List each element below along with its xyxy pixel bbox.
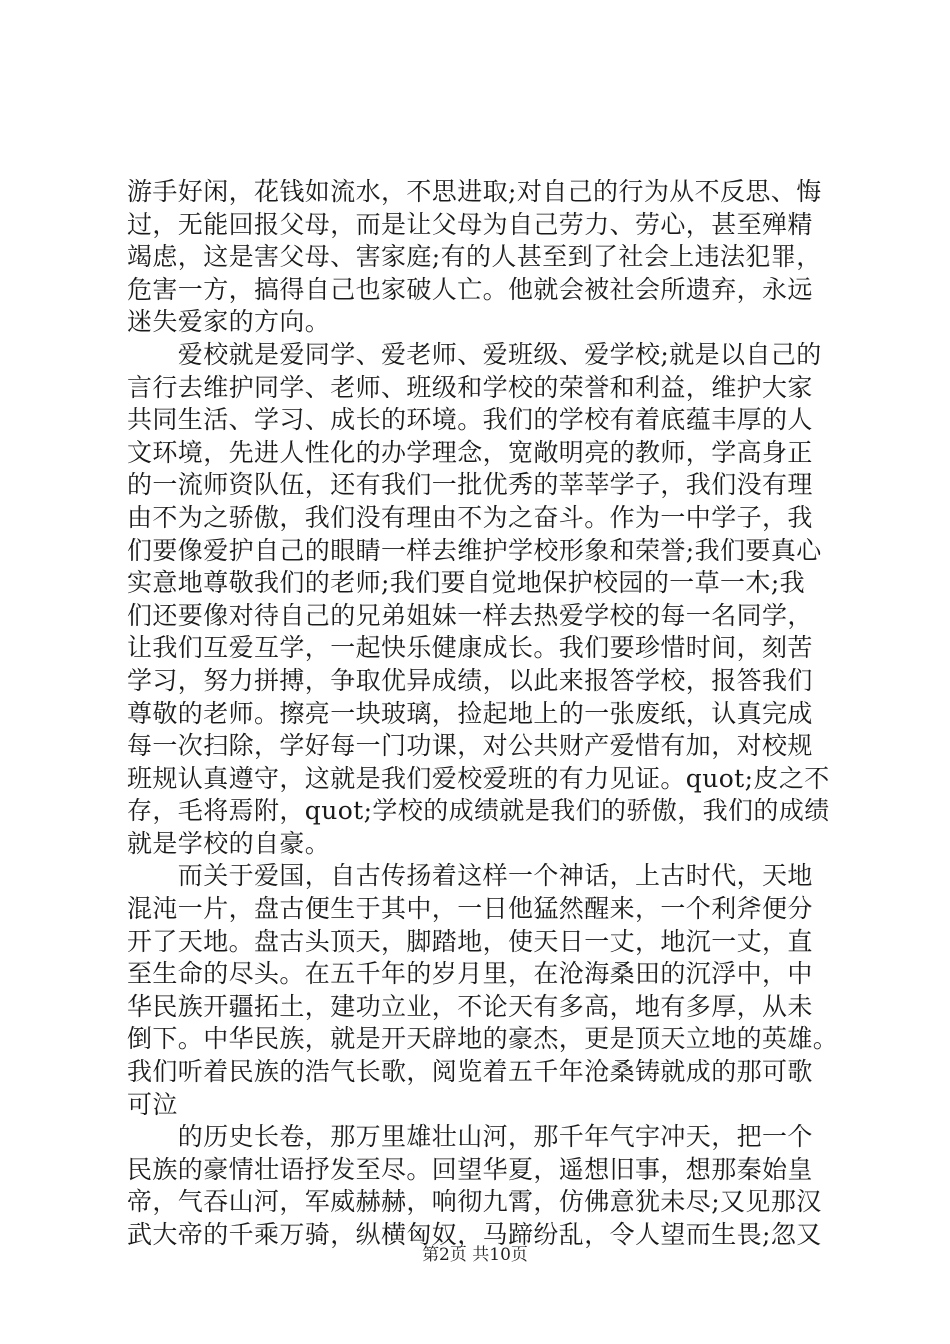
body-text [127, 176, 847, 1252]
text-line: 帝，气吞山河，军威赫赫，响彻九霄，仿佛意犹未尽;又见那汉 [127, 1187, 822, 1217]
text-line: 班规认真遵守，这就是我们爱校爱班的有力见证。quot;皮之不 [127, 763, 830, 793]
text-line: 尊敬的老师。擦亮一块玻璃，捡起地上的一张废纸，认真完成 [127, 698, 813, 728]
page-number-footer: 第2页 共10页 [422, 1245, 528, 1265]
text-line: 共同生活、学习、成长的环境。我们的学校有着底蕴丰厚的人 [127, 405, 813, 435]
text-line: 危害一方，搞得自己也家破人亡。他就会被社会所遗弃，永远 [127, 274, 813, 304]
text-line: 每一次扫除，学好每一门功课，对公共财产爱惜有加，对校规 [127, 731, 813, 761]
text-line: 文环境，先进人性化的办学理念，宽敞明亮的教师，学高身正 [127, 437, 813, 467]
text-line: 武大帝的千乘万骑，纵横匈奴，马蹄纷乱，令人望而生畏;忽又 [127, 1220, 822, 1249]
text-line: 过，无能回报父母，而是让父母为自己劳力、劳心，甚至殚精 [127, 209, 813, 239]
text-line: 由不为之骄傲，我们没有理由不为之奋斗。作为一中学子，我 [127, 502, 813, 532]
text-line: 的历史长卷，那万里雄壮山河，那千年气宇冲天，把一个 [127, 1122, 813, 1152]
text-line: 们要像爱护自己的眼睛一样去维护学校形象和荣誉;我们要真心 [127, 535, 822, 565]
text-line: 让我们互爱互学，一起快乐健康成长。我们要珍惜时间，刻苦 [127, 633, 813, 663]
text-line: 爱校就是爱同学、爱老师、爱班级、爱学校;就是以自己的 [127, 339, 822, 369]
text-line: 们还要像对待自己的兄弟姐妹一样去热爱学校的每一名同学， [127, 600, 813, 630]
text-line: 存，毛将焉附，quot;学校的成绩就是我们的骄傲，我们的成绩 [127, 796, 830, 826]
text-line: 就是学校的自豪。 [127, 828, 331, 858]
text-line: 可泣 [127, 1089, 178, 1119]
text-line: 民族的豪情壮语抒发至尽。回望华夏，遥想旧事，想那秦始皇 [127, 1154, 813, 1184]
text-line: 竭虑，这是害父母、害家庭;有的人甚至到了社会上违法犯罪， [127, 242, 822, 272]
text-line: 华民族开疆拓土，建功立业，不论天有多高，地有多厚，从未 [127, 991, 813, 1021]
text-line: 而关于爱国，自古传扬着这样一个神话，上古时代，天地 [127, 861, 813, 891]
text-line: 迷失爱家的方向。 [127, 307, 331, 337]
text-line: 开了天地。盘古头顶天，脚踏地，使天日一丈，地沉一丈，直 [127, 926, 813, 956]
text-line: 学习，努力拼搏，争取优异成绩，以此来报答学校，报答我们 [127, 665, 813, 695]
text-line: 至生命的尽头。在五千年的岁月里，在沧海桑田的沉浮中，中 [127, 959, 813, 989]
text-line: 的一流师资队伍，还有我们一批优秀的莘莘学子，我们没有理 [127, 470, 813, 500]
text-line: 游手好闲，花钱如流水，不思进取;对自己的行为从不反思、悔 [127, 177, 822, 206]
text-line: 混沌一片，盘古便生于其中，一日他猛然醒来，一个利斧便分 [127, 894, 813, 924]
text-line: 实意地尊敬我们的老师;我们要自觉地保护校园的一草一木;我 [127, 568, 806, 598]
text-line: 我们听着民族的浩气长歌，阅览着五千年沧桑铸就成的那可歌 [127, 1057, 813, 1087]
text-line: 倒下。中华民族，就是开天辟地的豪杰，更是顶天立地的英雄。 [127, 1024, 839, 1054]
text-line: 言行去维护同学、老师、班级和学校的荣誉和利益，维护大家 [127, 372, 813, 402]
